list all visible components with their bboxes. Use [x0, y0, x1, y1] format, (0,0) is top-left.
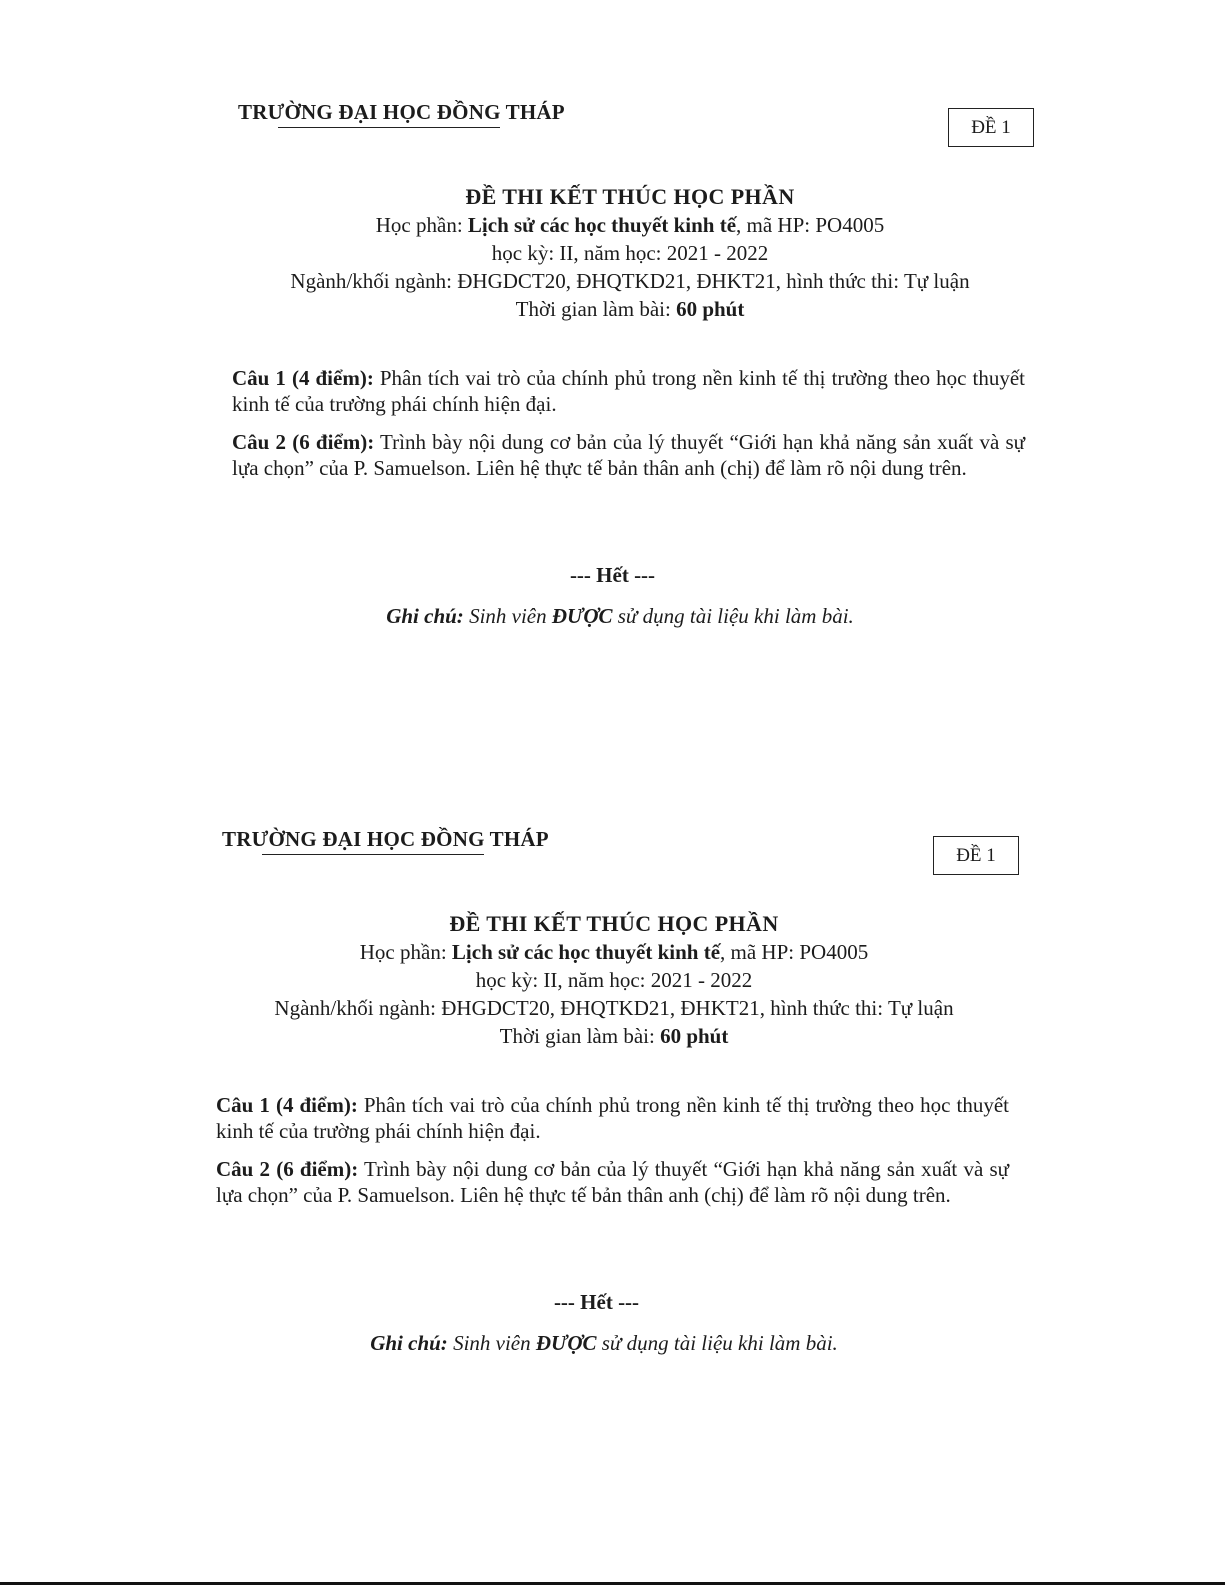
course-name: Lịch sử các học thuyết kinh tế — [467, 213, 737, 237]
time-prefix: Thời gian làm bài: — [515, 297, 677, 321]
majors-line: Ngành/khối ngành: ĐHGDCT20, ĐHQTKD21, ĐHKT21, hình thức thi: Tự luận — [290, 269, 970, 293]
exam-note — [0, 1331, 1224, 1356]
majors-line: Ngành/khối ngành: ĐHGDCT20, ĐHQTKD21, ĐHKT21, hình thức thi: Tự luận — [274, 996, 954, 1020]
note-emphasis: ĐƯỢC — [551, 604, 613, 628]
time-value: 60 phút — [660, 1024, 729, 1048]
question-1 — [232, 365, 1025, 417]
exam-note — [0, 604, 1225, 629]
question-1-text: Phân tích vai trò của chính phủ trong nền kinh tế thị trường theo học thuyết kinh tế của trường phái chính hiện đại. — [216, 1093, 1009, 1143]
question-2-label: Câu 2 (6 điểm): — [232, 430, 375, 454]
time-prefix: Thời gian làm bài: — [499, 1024, 661, 1048]
school-underline — [262, 854, 484, 855]
time-line — [240, 295, 1020, 323]
question-2 — [232, 429, 1025, 481]
question-2-label: Câu 2 (6 điểm): — [216, 1157, 359, 1181]
exam-header — [224, 910, 1004, 1050]
question-1-label: Câu 1 (4 điểm): — [216, 1093, 358, 1117]
question-list — [216, 1092, 1009, 1220]
exam-code-box: ĐỀ 1 — [948, 108, 1034, 147]
note-text-post: sử dụng tài liệu khi làm bài. — [596, 1331, 838, 1355]
course-code: , mã HP: PO4005 — [736, 213, 885, 237]
exam-sheet-2 — [0, 730, 1225, 1430]
exam-sheet-1 — [0, 0, 1225, 700]
semester-line: học kỳ: II, năm học: 2021 - 2022 — [491, 241, 769, 265]
note-text-pre: Sinh viên — [463, 604, 552, 628]
question-1-label: Câu 1 (4 điểm): — [232, 366, 374, 390]
note-label: Ghi chú: — [370, 1331, 448, 1355]
question-2 — [216, 1156, 1009, 1208]
question-list — [232, 365, 1025, 493]
question-2-text: Trình bày nội dung cơ bản của lý thuyết “Giới hạn khả năng sản xuất và sự lựa chọn” của P. Samuelson. Liên hệ thực tế bản thân anh (chị) để làm rõ nội dung trên. — [232, 430, 1026, 480]
end-marker: --- Hết --- — [553, 1290, 640, 1314]
end-marker: --- Hết --- — [569, 563, 656, 587]
note-text-post: sử dụng tài liệu khi làm bài. — [612, 604, 854, 628]
course-prefix: Học phần: — [359, 940, 452, 964]
exam-title: ĐỀ THI KẾT THÚC HỌC PHẦN — [449, 911, 779, 936]
note-text-pre: Sinh viên — [447, 1331, 536, 1355]
note-emphasis: ĐƯỢC — [535, 1331, 597, 1355]
question-1 — [216, 1092, 1009, 1144]
semester-line: học kỳ: II, năm học: 2021 - 2022 — [475, 968, 753, 992]
course-code: , mã HP: PO4005 — [720, 940, 869, 964]
question-1-text: Phân tích vai trò của chính phủ trong nền kinh tế thị trường theo học thuyết kinh tế của trường phái chính hiện đại. — [232, 366, 1025, 416]
course-prefix: Học phần: — [375, 213, 468, 237]
course-line — [240, 211, 1020, 239]
time-line — [224, 1022, 1004, 1050]
course-line — [224, 938, 1004, 966]
course-name: Lịch sử các học thuyết kinh tế — [451, 940, 721, 964]
time-value: 60 phút — [676, 297, 745, 321]
school-name: TRƯỜNG ĐẠI HỌC ĐỒNG THÁP — [222, 827, 549, 851]
note-label: Ghi chú: — [386, 604, 464, 628]
exam-header — [240, 183, 1020, 323]
question-2-text: Trình bày nội dung cơ bản của lý thuyết “Giới hạn khả năng sản xuất và sự lựa chọn” của P. Samuelson. Liên hệ thực tế bản thân anh (chị) để làm rõ nội dung trên. — [216, 1157, 1010, 1207]
school-underline — [278, 127, 500, 128]
exam-title: ĐỀ THI KẾT THÚC HỌC PHẦN — [465, 184, 795, 209]
school-name: TRƯỜNG ĐẠI HỌC ĐỒNG THÁP — [238, 100, 565, 124]
exam-code-box: ĐỀ 1 — [933, 836, 1019, 875]
